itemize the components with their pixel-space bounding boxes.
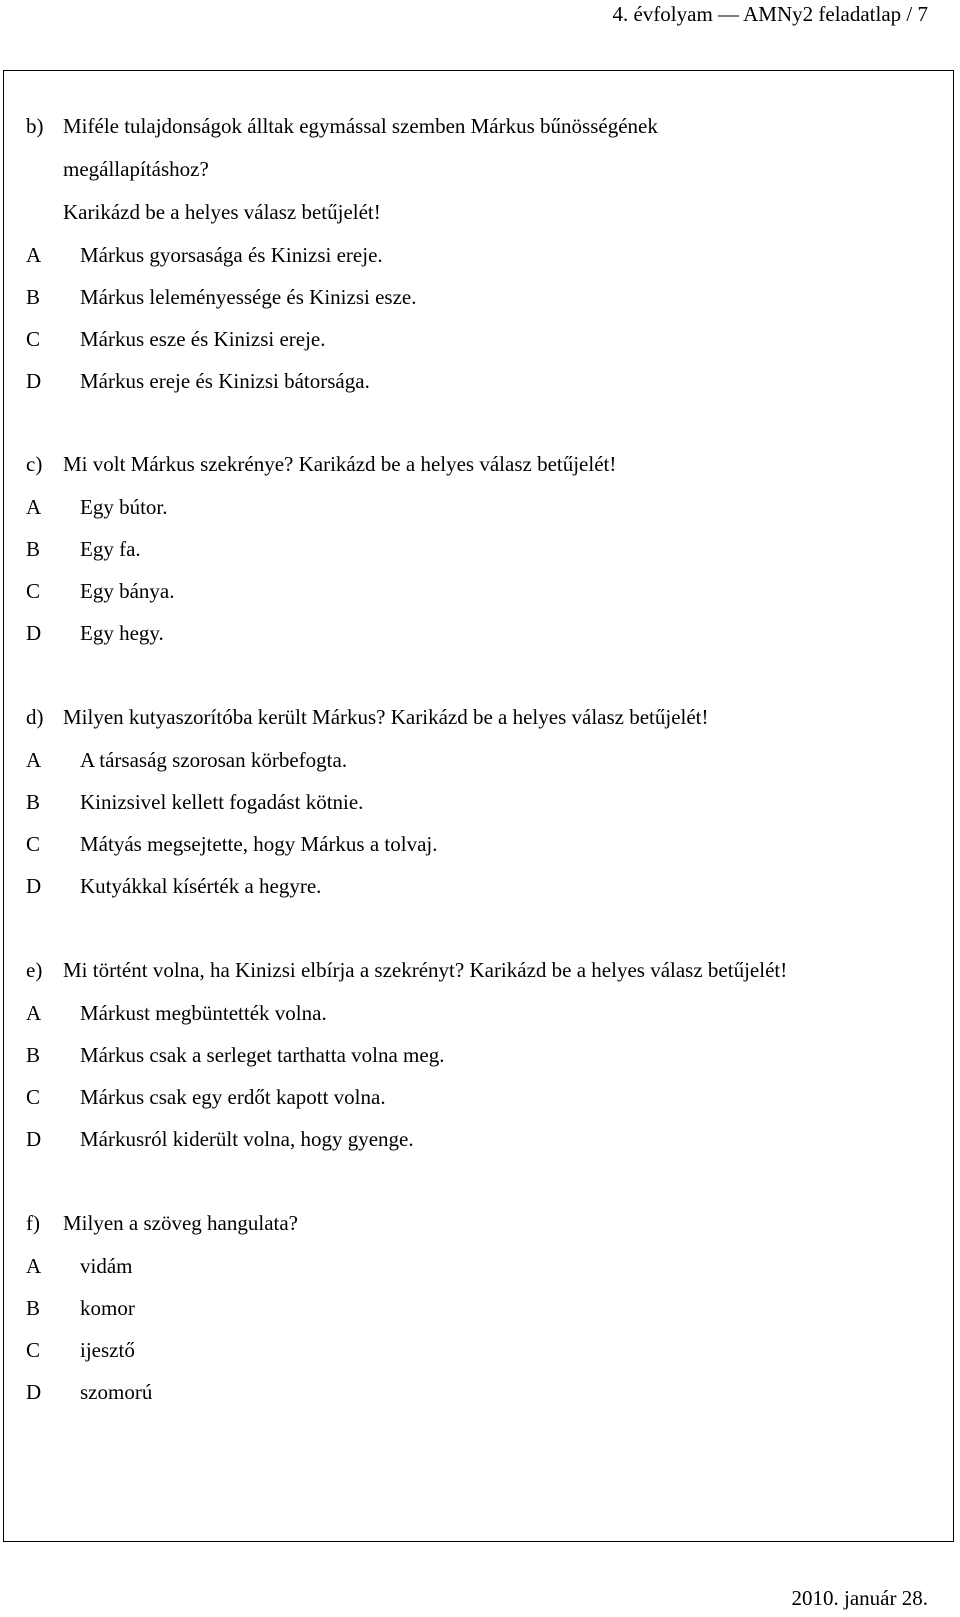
question-b: [26, 105, 943, 402]
question-line: [26, 443, 943, 486]
option-text: Egy bútor.: [80, 495, 168, 519]
option-text: Mátyás megsejtette, hogy Márkus a tolvaj.: [80, 832, 438, 856]
option-a[interactable]: [26, 234, 943, 276]
question-letter: d): [26, 705, 44, 729]
task-frame: [3, 70, 954, 1542]
question-text: Mi volt Márkus szekrénye? Karikázd be a helyes válasz betűjelét!: [63, 452, 617, 476]
option-letter: D: [26, 621, 42, 645]
question-text: Milyen a szöveg hangulata?: [63, 1211, 298, 1235]
option-text: Kinizsivel kellett fogadást kötnie.: [80, 790, 364, 814]
option-b[interactable]: [26, 528, 943, 570]
option-letter: D: [26, 874, 42, 898]
question-line: [26, 1202, 943, 1245]
option-text: Márkus gyorsasága és Kinizsi ereje.: [80, 243, 383, 267]
option-b[interactable]: [26, 1287, 943, 1329]
option-c[interactable]: [26, 1329, 943, 1371]
question-letter: f): [26, 1211, 40, 1235]
option-b[interactable]: [26, 781, 943, 823]
option-b[interactable]: [26, 276, 943, 318]
question-line: [26, 696, 943, 739]
question-instruction: Karikázd be a helyes válasz betűjelét!: [63, 200, 381, 224]
option-text: Márkus csak a serleget tarthatta volna meg.: [80, 1043, 445, 1067]
option-d[interactable]: [26, 865, 943, 907]
option-letter: C: [26, 327, 41, 351]
option-letter: B: [26, 537, 41, 561]
option-a[interactable]: [26, 486, 943, 528]
option-d[interactable]: [26, 1118, 943, 1160]
option-text: ijesztő: [80, 1338, 135, 1362]
question-d: [26, 696, 943, 907]
option-text: Egy bánya.: [80, 579, 175, 603]
option-c[interactable]: [26, 318, 943, 360]
option-text: vidám: [80, 1254, 133, 1278]
page-footer-date: 2010. január 28.: [791, 1586, 928, 1610]
option-letter: A: [26, 1254, 42, 1278]
question-letter: c): [26, 452, 43, 476]
question-letter: e): [26, 958, 43, 982]
option-text: Márkus leleményessége és Kinizsi esze.: [80, 285, 417, 309]
question-e: [26, 949, 943, 1160]
option-letter: C: [26, 579, 41, 603]
option-text: Márkus esze és Kinizsi ereje.: [80, 327, 326, 351]
option-b[interactable]: [26, 1034, 943, 1076]
option-letter: B: [26, 1043, 41, 1067]
option-d[interactable]: [26, 1371, 943, 1413]
option-letter: C: [26, 832, 41, 856]
question-letter: b): [26, 114, 44, 138]
question-text-continued: megállapításhoz?: [63, 157, 209, 181]
option-text: Kutyákkal kísérték a hegyre.: [80, 874, 322, 898]
option-letter: B: [26, 790, 41, 814]
option-text: szomorú: [80, 1380, 153, 1404]
option-c[interactable]: [26, 1076, 943, 1118]
question-c: [26, 443, 943, 654]
option-text: A társaság szorosan körbefogta.: [80, 748, 348, 772]
question-text: Mi történt volna, ha Kinizsi elbírja a szekrényt? Karikázd be a helyes válasz betűjelét!: [63, 958, 788, 982]
question-line: [26, 949, 943, 992]
option-text: Márkust megbüntették volna.: [80, 1001, 327, 1025]
option-text: Egy fa.: [80, 537, 141, 561]
option-letter: C: [26, 1338, 41, 1362]
option-c[interactable]: [26, 823, 943, 865]
question-text: Milyen kutyaszorítóba került Márkus? Karikázd be a helyes válasz betűjelét!: [63, 705, 709, 729]
option-text: Márkus ereje és Kinizsi bátorsága.: [80, 369, 370, 393]
option-c[interactable]: [26, 570, 943, 612]
page-header: 4. évfolyam — AMNy2 feladatlap / 7: [612, 2, 928, 26]
option-a[interactable]: [26, 992, 943, 1034]
question-line: [26, 105, 943, 148]
question-text: Miféle tulajdonságok álltak egymással szemben Márkus bűnösségének: [63, 114, 658, 138]
option-letter: A: [26, 243, 42, 267]
option-text: komor: [80, 1296, 135, 1320]
option-text: Márkusról kiderült volna, hogy gyenge.: [80, 1127, 414, 1151]
option-d[interactable]: [26, 612, 943, 654]
option-text: Egy hegy.: [80, 621, 164, 645]
option-letter: C: [26, 1085, 41, 1109]
option-letter: A: [26, 1001, 42, 1025]
option-letter: D: [26, 1380, 42, 1404]
question-f: [26, 1202, 943, 1413]
option-a[interactable]: [26, 739, 943, 781]
option-letter: B: [26, 285, 41, 309]
option-a[interactable]: [26, 1245, 943, 1287]
option-letter: D: [26, 369, 42, 393]
option-letter: B: [26, 1296, 41, 1320]
option-d[interactable]: [26, 360, 943, 402]
option-letter: A: [26, 495, 42, 519]
option-text: Márkus csak egy erdőt kapott volna.: [80, 1085, 386, 1109]
option-letter: D: [26, 1127, 42, 1151]
option-letter: A: [26, 748, 42, 772]
